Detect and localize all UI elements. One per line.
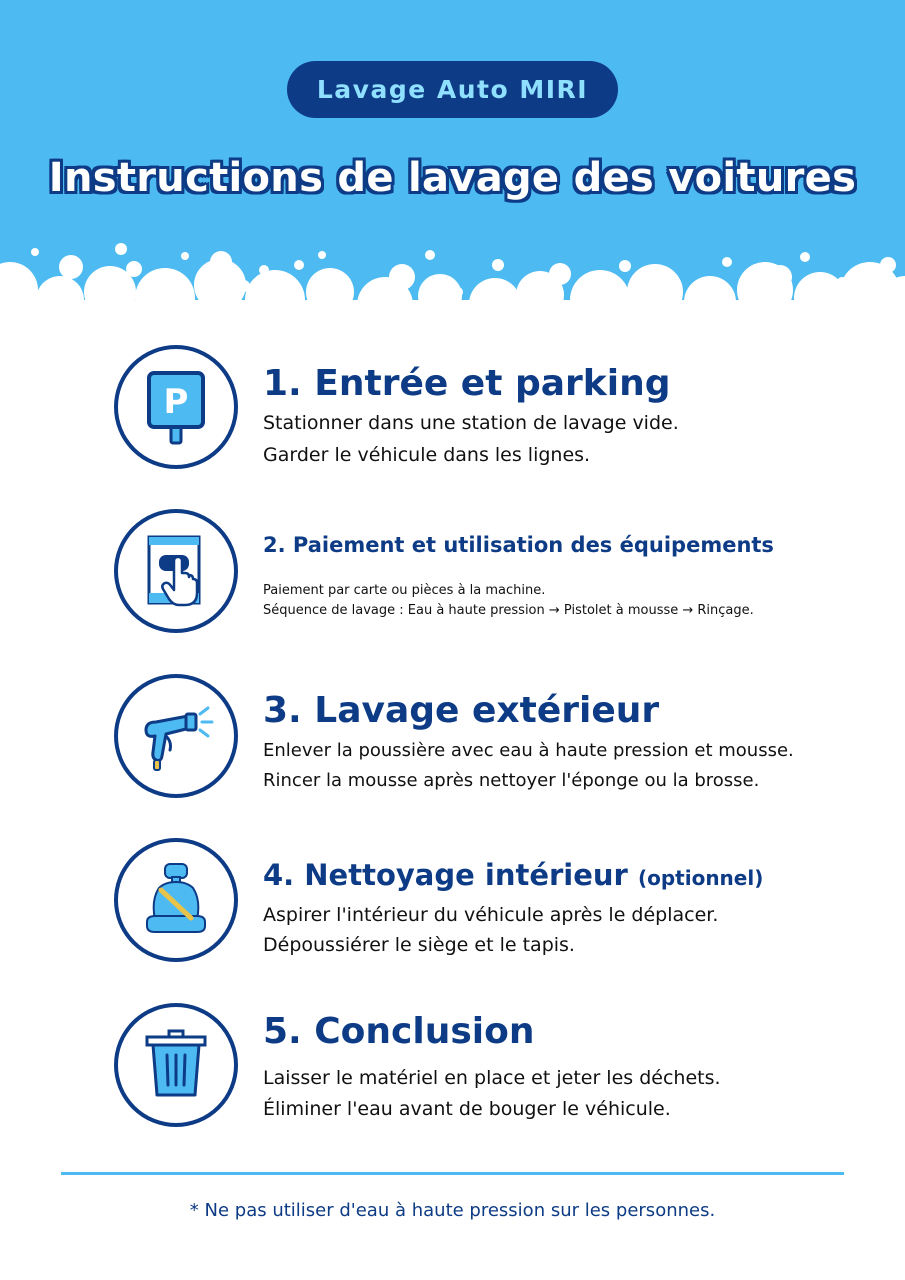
step-description <box>263 1063 721 1125</box>
step-title-text: 4. Nettoyage intérieur <box>263 858 628 892</box>
step-line: Rincer la mousse après nettoyer l'éponge ou la brosse. <box>263 770 760 791</box>
step-line: Laisser le matériel en place et jeter les déchets. <box>263 1067 721 1089</box>
step-description <box>263 736 794 796</box>
brand-badge: Lavage Auto MIRI <box>287 61 618 118</box>
parking-sign-icon <box>114 345 238 469</box>
step-description <box>263 581 754 621</box>
step-title: 1. Entrée et parking <box>263 363 671 404</box>
step-title: 5. Conclusion <box>263 1011 535 1052</box>
step-line: Garder le véhicule dans les lignes. <box>263 444 591 466</box>
step-title <box>263 858 763 892</box>
step-title: 3. Lavage extérieur <box>263 690 660 731</box>
optional-label: (optionnel) <box>637 866 764 890</box>
trash-bin-icon <box>114 1003 238 1127</box>
step-line: Paiement par carte ou pièces à la machine. <box>263 583 546 598</box>
step-line: Éliminer l'eau avant de bouger le véhicule. <box>263 1098 671 1120</box>
svg-text:P: P <box>163 382 189 422</box>
step-line: Dépoussiérer le siège et le tapis. <box>263 934 575 956</box>
step-line: Aspirer l'intérieur du véhicule après le déplacer. <box>263 904 719 926</box>
step-description <box>263 900 718 960</box>
step-line: Séquence de lavage : Eau à haute pression → Pistolet à mousse → Rinçage. <box>263 603 754 618</box>
page-title: Instructions de lavage des voitures <box>48 155 857 201</box>
step-line: Stationner dans une station de lavage vide. <box>263 412 679 434</box>
header-banner <box>0 0 905 330</box>
divider <box>61 1172 844 1175</box>
payment-machine-icon <box>114 509 238 633</box>
safety-footnote: * Ne pas utiliser d'eau à haute pression sur les personnes. <box>189 1200 716 1221</box>
car-seat-icon <box>114 838 238 962</box>
step-line: Enlever la poussière avec eau à haute pression et mousse. <box>263 740 794 761</box>
step-title: 2. Paiement et utilisation des équipements <box>263 533 774 557</box>
step-description <box>263 407 679 471</box>
spray-gun-icon <box>114 674 238 798</box>
